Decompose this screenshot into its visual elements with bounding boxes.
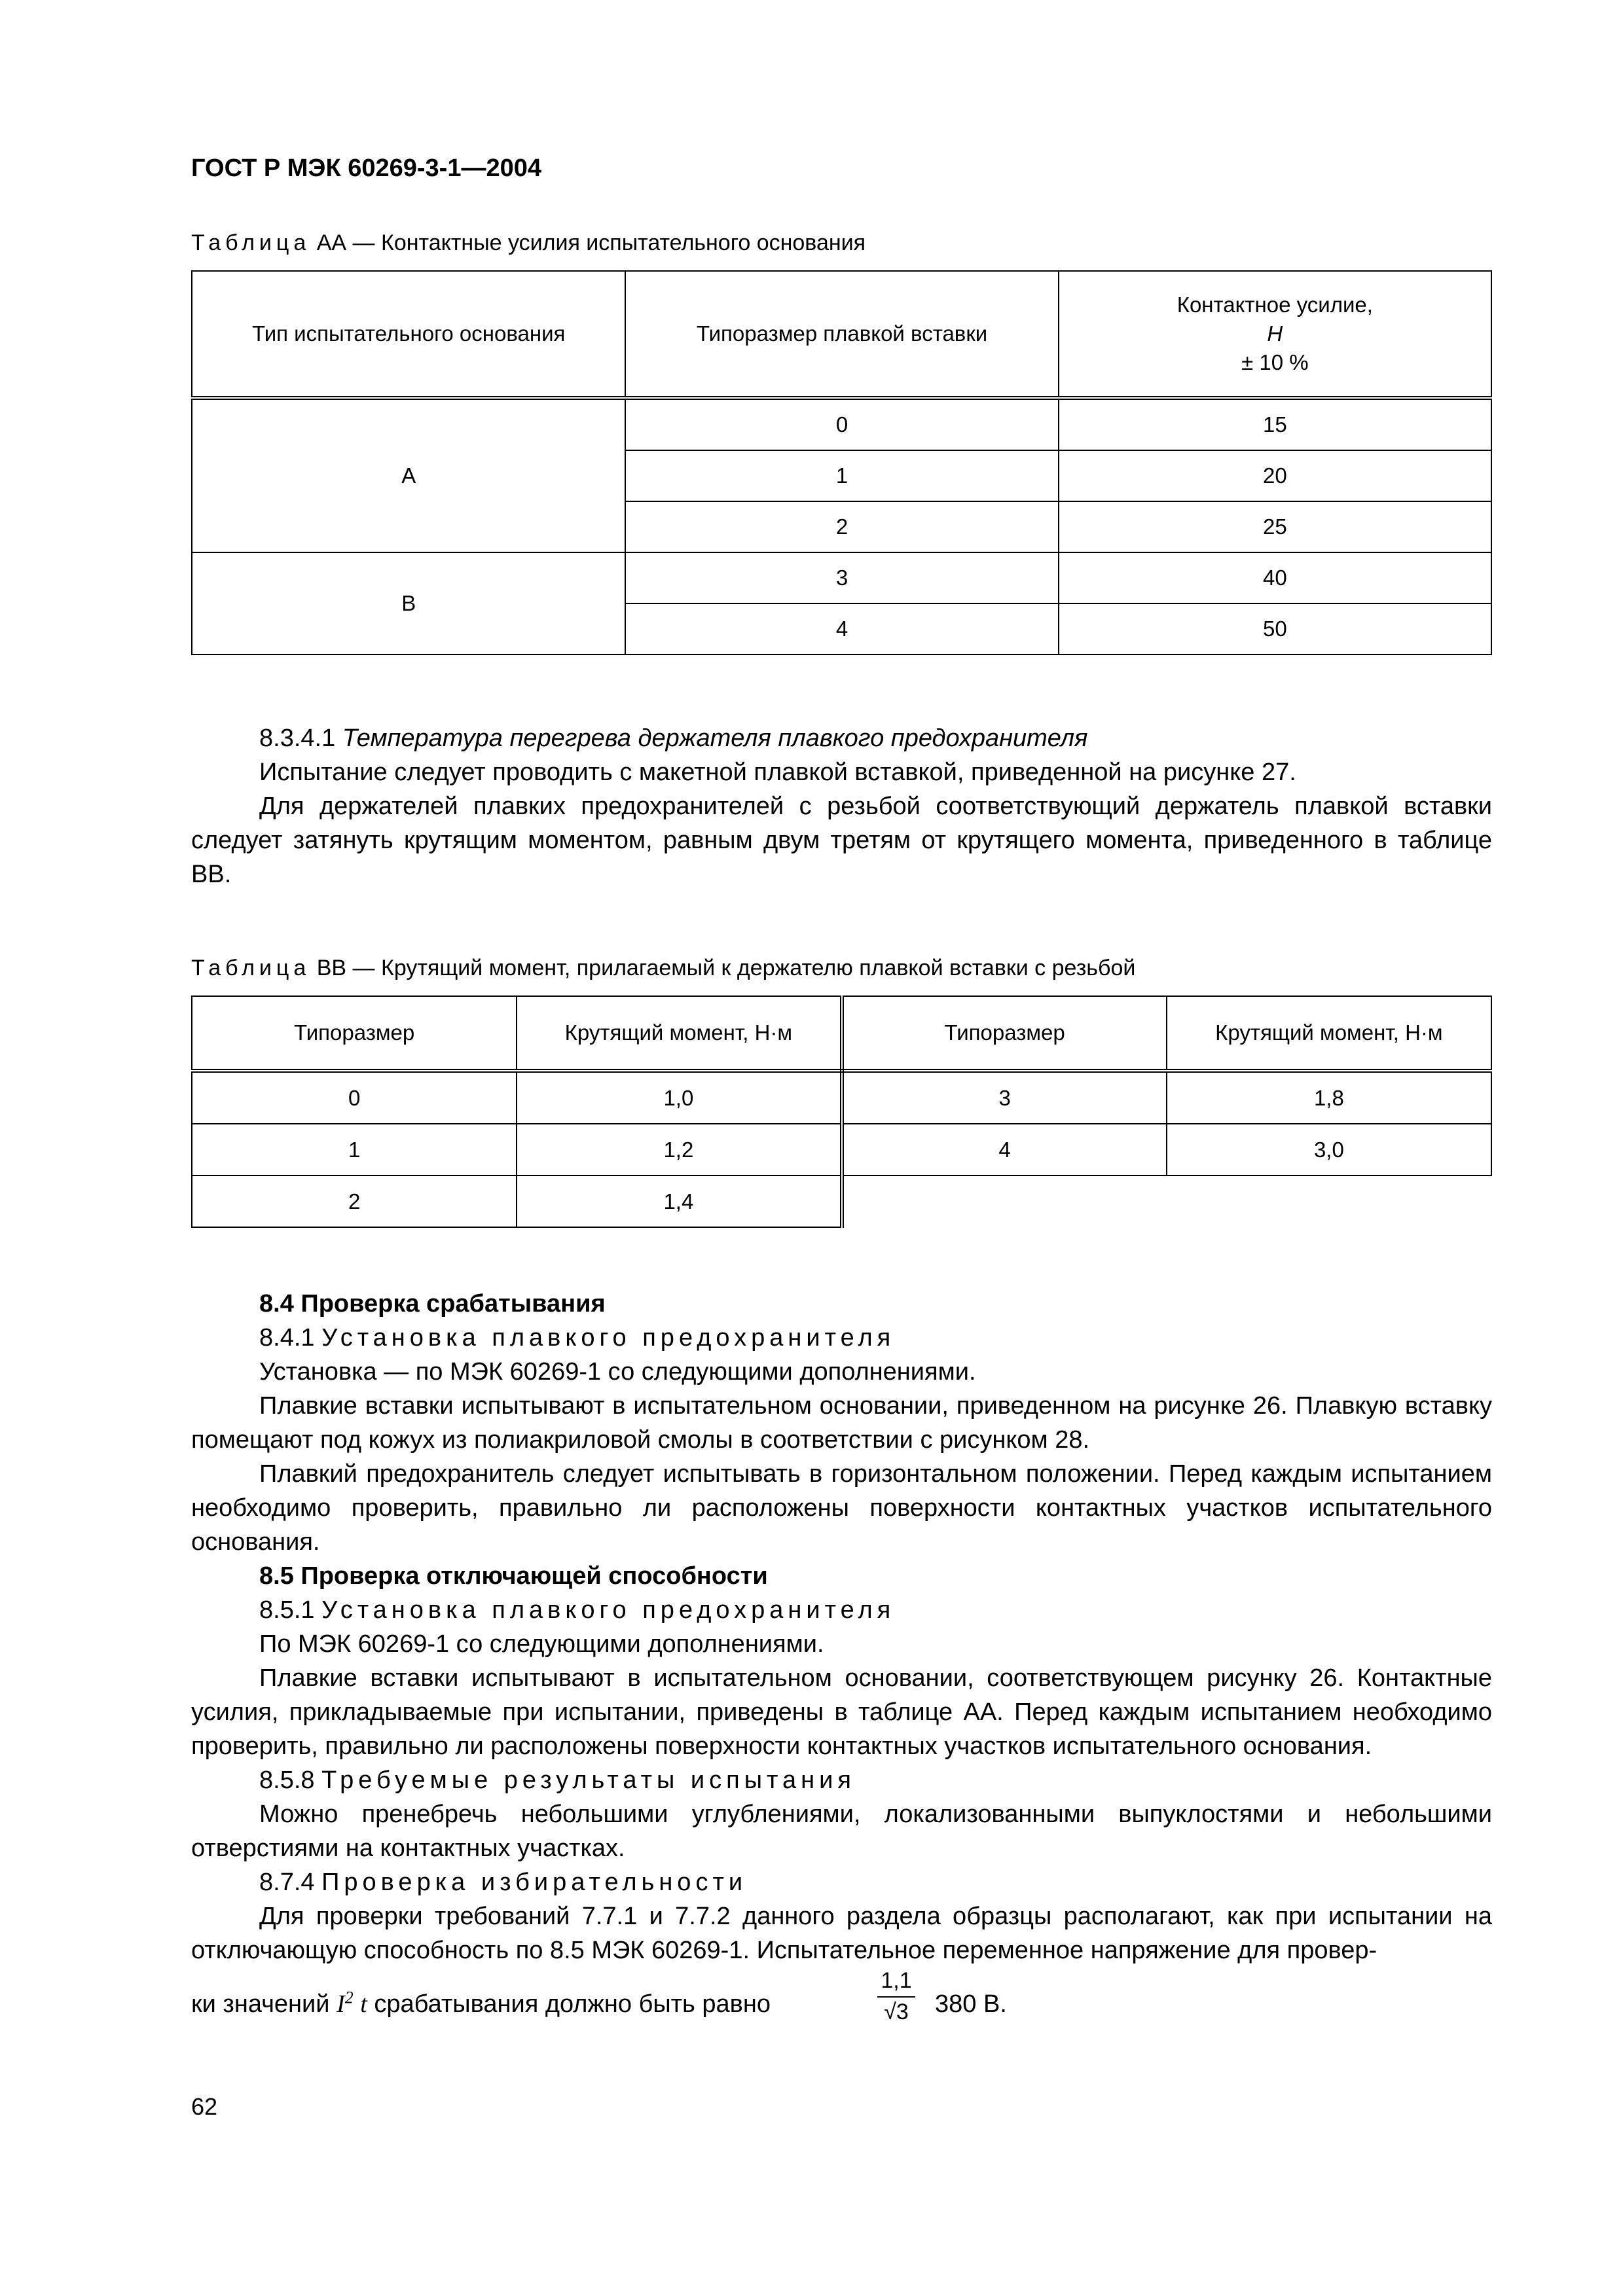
- section-number: 8.5.8: [259, 1767, 315, 1794]
- paragraph: Плавкий предохранитель следует испытывать в горизонтальном положении. Перед каждым испытанием необходимо проверить, правильно ли расположены поверхности контактных участков испытательного основания.: [191, 1460, 1492, 1556]
- section-8-3-4-1: [191, 721, 1492, 891]
- table-cell: 1: [192, 1124, 517, 1175]
- table-header-row: [192, 996, 1491, 1071]
- table-cell: 2: [192, 1175, 517, 1227]
- fraction-denominator: √3: [884, 2000, 909, 2024]
- table-aa-caption-text: АА — Контактные усилия испытательного основания: [310, 230, 866, 255]
- table-cell: 4: [842, 1124, 1167, 1175]
- table-row: [192, 398, 1491, 450]
- table-header-row: [192, 271, 1491, 398]
- page-number: 62: [191, 2093, 218, 2120]
- paragraph: Испытание следует проводить с макетной плавкой вставкой, приведенной на рисунке 27.: [259, 759, 1296, 786]
- section-title: Требуемые результаты испытания: [321, 1767, 856, 1794]
- empty-cell: [842, 1175, 1167, 1227]
- section-8-5-8-heading: [191, 1763, 1492, 1797]
- table-cell: 20: [1059, 450, 1491, 501]
- formula-exponent: 2: [344, 1988, 354, 2007]
- section-title: Проверка избирательности: [321, 1869, 748, 1896]
- table-cell: 15: [1059, 398, 1491, 450]
- fraction-numerator: 1,1: [877, 1967, 915, 1998]
- table-cell: 0: [192, 1071, 517, 1124]
- table-header-cell: Типоразмер: [192, 996, 517, 1071]
- table-bb-caption: [191, 956, 1135, 981]
- table-cell: 3: [625, 552, 1058, 603]
- section-number: 8.7.4: [259, 1869, 315, 1896]
- formula-line: [191, 1967, 1492, 2036]
- table-cell: 1,0: [517, 1071, 841, 1124]
- table-cell: 1,8: [1167, 1071, 1491, 1124]
- section-8-5-1-heading: [191, 1593, 1492, 1627]
- formula-symbol-t: t: [360, 1990, 367, 2018]
- formula-text: [191, 1987, 771, 2021]
- table-cell: 1,4: [517, 1175, 841, 1227]
- section-number: 8.5.1: [259, 1596, 315, 1624]
- table-bb-caption-text: ВВ — Крутящий момент, прилагаемый к держателю плавкой вставки с резьбой: [310, 956, 1136, 980]
- table-row: [192, 552, 1491, 603]
- paragraph: Можно пренебречь небольшими углублениями, локализованными выпуклостями и небольшими отверстиями на контактных участках.: [191, 1801, 1492, 1862]
- formula-suffix: 380 В.: [935, 1990, 1007, 2018]
- section-8-4-1-heading: [191, 1321, 1492, 1355]
- section-number: 8.3.4.1: [259, 725, 336, 752]
- section-8-7-4-heading: [191, 1865, 1492, 1899]
- paragraph: Для держателей плавких предохранителей с резьбой соответствующий держатель плавкой вставки следует затянуть крутящим моментом, равным двум третям от крутящего момента, приведенного в таблице ВВ.: [191, 793, 1492, 888]
- paragraph: Плавкие вставки испытывают в испытательном основании, приведенном на рисунке 26. Плавкую вставку помещают под кожух из полиакриловой смолы в соответствии с рисунком 28.: [191, 1392, 1492, 1454]
- section-8-5-title: 8.5 Проверка отключающей способности: [259, 1562, 768, 1590]
- table-aa-caption: [191, 230, 866, 256]
- paragraph: По МЭК 60269-1 со следующими дополнениями.: [259, 1630, 824, 1658]
- table-aa-caption-label: Таблица: [191, 230, 311, 255]
- section-title: Температура перегрева держателя плавкого предохранителя: [342, 725, 1088, 752]
- table-cell: 3,0: [1167, 1124, 1491, 1175]
- table-aa: [191, 270, 1492, 655]
- table-cell: 1: [625, 450, 1058, 501]
- table-cell: 4: [625, 603, 1058, 655]
- table-cell: А: [192, 398, 625, 552]
- table-cell: 0: [625, 398, 1058, 450]
- table-row: [192, 1071, 1491, 1124]
- header-line: Контактное усилие,: [1176, 293, 1373, 317]
- table-cell: 25: [1059, 501, 1491, 552]
- table-header-cell: Тип испытательного основания: [192, 271, 625, 398]
- formula-fraction: [877, 1967, 915, 2025]
- document-header: ГОСТ Р МЭК 60269-3-1—2004: [191, 154, 541, 182]
- table-cell: 40: [1059, 552, 1491, 603]
- header-line: ± 10 %: [1241, 350, 1309, 374]
- paragraph: Установка — по МЭК 60269-1 со следующими дополнениями.: [259, 1358, 976, 1386]
- paragraph: Для проверки требований 7.7.1 и 7.7.2 данного раздела образцы располагают, как при испытании на отключающую способность по 8.5 МЭК 60269-1. Испытательное переменное напряжение для провер-: [191, 1903, 1492, 1964]
- table-cell: 2: [625, 501, 1058, 552]
- table-row: [192, 1124, 1491, 1175]
- table-header-cell: [1059, 271, 1491, 398]
- formula-symbol-i: I: [337, 1990, 345, 2018]
- formula-mid-text: срабатывания должно быть равно: [374, 1990, 771, 2018]
- table-header-cell: Крутящий момент, Н·м: [1167, 996, 1491, 1071]
- section-heading: [191, 721, 1492, 755]
- table-header-cell: Типоразмер плавкой вставки: [625, 271, 1058, 398]
- header-line: Н: [1267, 321, 1283, 346]
- paragraph: Плавкие вставки испытывают в испытательном основании, соответствующем рисунку 26. Контактные усилия, прикладываемые при испытании, приведены в таблице АА. Перед каждым испытанием необходимо проверить, правильно ли расположены поверхности контактных участков испытательного основания.: [191, 1664, 1492, 1760]
- table-header-cell: Типоразмер: [842, 996, 1167, 1071]
- table-cell: 3: [842, 1071, 1167, 1124]
- table-bb: [191, 996, 1492, 1228]
- table-header-cell: Крутящий момент, Н·м: [517, 996, 841, 1071]
- section-number: 8.4.1: [259, 1324, 315, 1352]
- sections-8-4-to-8-7-4: [191, 1287, 1492, 2036]
- table-row: [192, 1175, 1491, 1227]
- section-title: Установка плавкого предохранителя: [321, 1324, 896, 1352]
- empty-cell: [1167, 1175, 1491, 1227]
- table-cell: 50: [1059, 603, 1491, 655]
- table-bb-caption-label: Таблица: [191, 956, 311, 980]
- section-8-4-title: 8.4 Проверка срабатывания: [259, 1290, 606, 1318]
- formula-prefix: ки значений: [191, 1990, 330, 2018]
- section-title: Установка плавкого предохранителя: [321, 1596, 896, 1624]
- table-cell: В: [192, 552, 625, 655]
- table-cell: 1,2: [517, 1124, 841, 1175]
